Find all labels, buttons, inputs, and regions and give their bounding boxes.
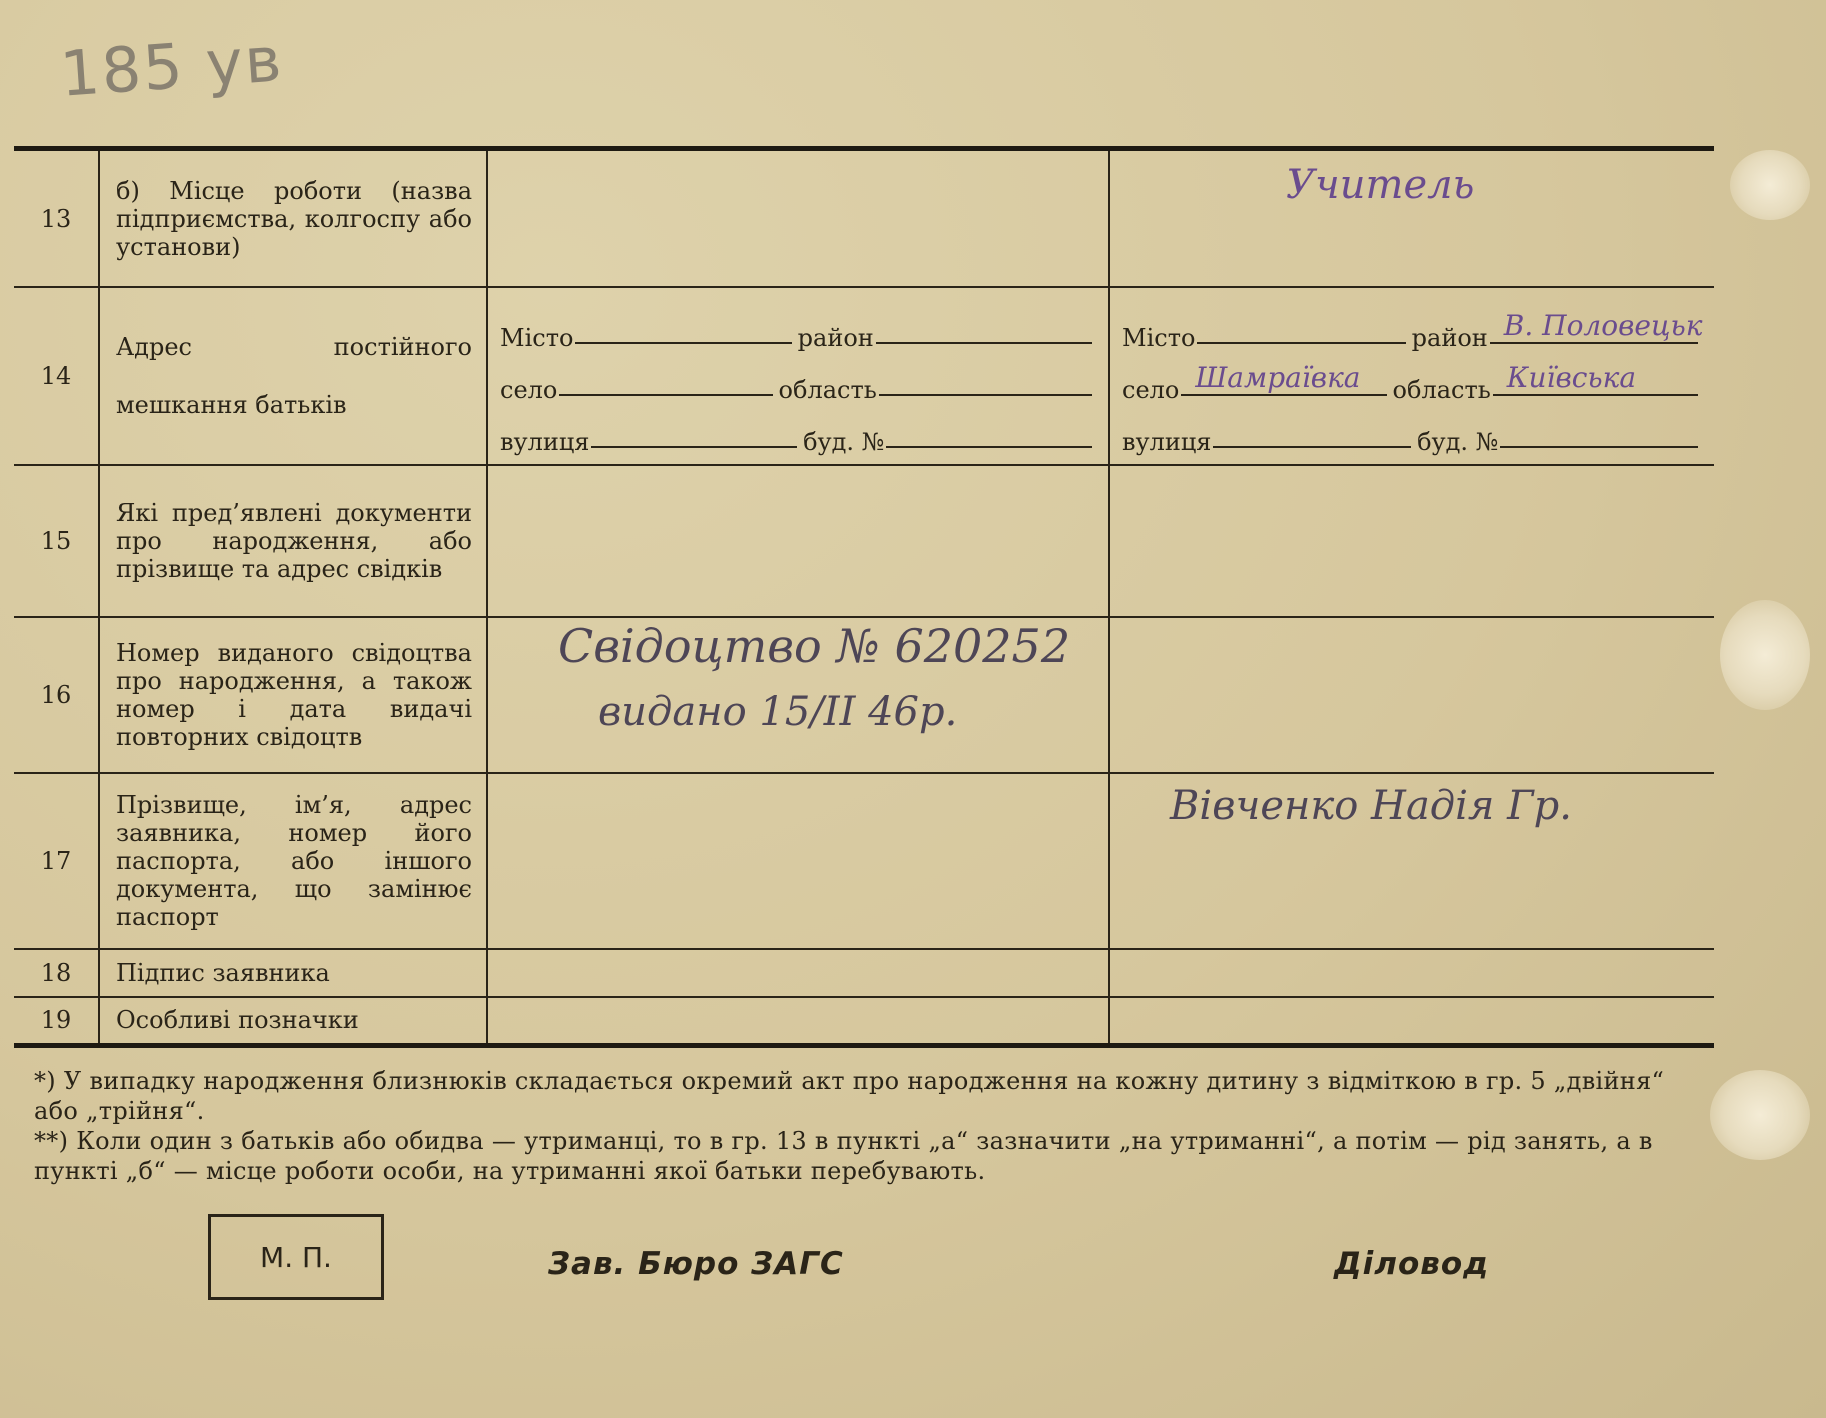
row-value-left [487, 949, 1109, 997]
row-label: Прізвище, ім’я, адрес заявника, номер його паспорта, або іншого документа, що замінює паспорт [99, 773, 487, 949]
address-street-label: вулиця [500, 428, 590, 456]
row-value-right [1109, 997, 1714, 1045]
row-value-right [1109, 151, 1714, 287]
row-16 [14, 617, 1714, 773]
row-number: 19 [14, 997, 99, 1045]
row-19 [14, 997, 1714, 1045]
address-village-label: село [500, 376, 558, 404]
row-value-left [487, 151, 1109, 287]
row-label: Номер виданого свідоцтва про народження, а також номер і дата видачі повторних свідоцтв [99, 617, 487, 773]
address-street-field [591, 416, 797, 448]
handwritten-applicant-name: Вівченко Надія Гр. [1170, 783, 1572, 829]
row-label: Підпис заявника [99, 949, 487, 997]
paper-damage [1710, 1070, 1810, 1160]
footnote-1: *) У випадку народження близнюків складається окремий акт про народження на кожну дитину з відміткою в гр. 5 „двійня“ або „трійня“. [34, 1067, 1665, 1125]
row-value-right [1109, 949, 1714, 997]
address-house-field [886, 416, 1092, 448]
handwritten-region: Київська [1506, 361, 1637, 394]
address-city-field [575, 312, 791, 344]
row-number: 13 [14, 151, 99, 287]
paper-damage [1730, 150, 1810, 220]
address-city-label: Місто [1122, 324, 1196, 352]
row-number: 17 [14, 773, 99, 949]
row-13 [14, 151, 1714, 287]
address-street-label: вулиця [1122, 428, 1212, 456]
address-region-field [1493, 361, 1698, 396]
certificate-number-cell [487, 617, 1109, 773]
address-region-label: область [1392, 376, 1491, 404]
row-value-right [1109, 617, 1714, 773]
address-village-label: село [1122, 376, 1180, 404]
applicant-cell [1109, 773, 1714, 949]
row-number: 14 [14, 287, 99, 465]
handwritten-certificate-number: Свідоцтво № 620252 [558, 619, 1071, 673]
paper-damage [1720, 600, 1810, 710]
row-value-left [487, 773, 1109, 949]
row-label: б) Місце роботи (назва підприємства, колгоспу або установи) [99, 151, 487, 287]
address-house-label: буд. № [803, 428, 885, 456]
address-district-field [1490, 309, 1703, 344]
address-city-label: Місто [500, 324, 574, 352]
address-district-label: район [797, 324, 874, 352]
row-value-right [1109, 465, 1714, 617]
row-value-left [487, 465, 1109, 617]
row-value-left [487, 997, 1109, 1045]
address-right [1109, 287, 1714, 465]
footnotes [34, 1066, 1714, 1186]
address-house-label: буд. № [1417, 428, 1499, 456]
row-label: Особливі позначки [99, 997, 487, 1045]
address-street-field [1213, 416, 1411, 448]
stamp-placeholder: М. П. [208, 1214, 384, 1300]
row-14 [14, 287, 1714, 465]
row-18 [14, 949, 1714, 997]
row-17 [14, 773, 1714, 949]
row-number: 16 [14, 617, 99, 773]
address-left [487, 287, 1109, 465]
registration-form-table [14, 146, 1714, 1048]
handwritten-village: Шамраївка [1195, 361, 1361, 394]
address-region-field [879, 364, 1092, 396]
address-village-field [1181, 361, 1386, 396]
address-village-field [559, 364, 772, 396]
address-house-field [1500, 416, 1698, 448]
row-number: 15 [14, 465, 99, 617]
handwritten-issue-date: видано 15/II 46р. [598, 689, 958, 735]
row-15 [14, 465, 1714, 617]
handwritten-district: В. Половецьк [1503, 309, 1703, 342]
address-district-field [876, 312, 1092, 344]
footnote-2: **) Коли один з батьків або обидва — утриманці, то в гр. 13 в пункті „а“ зазначити „на утриманні“, а потім — рід занять, а в пункті „б“ — місце роботи особи, на утриманні якої батьки перебувають. [34, 1127, 1653, 1185]
clerk-signature-label: Діловод [1334, 1246, 1490, 1282]
head-signature-label: Зав. Бюро ЗАГС [548, 1246, 844, 1282]
page-number: 185 ув [57, 22, 286, 111]
address-district-label: район [1411, 324, 1488, 352]
row-label: Адрес постійного мешкання батьків [99, 287, 487, 465]
row-label: Які пред’явлені документи про народження, або прізвище та адрес свідків [99, 465, 487, 617]
row-number: 18 [14, 949, 99, 997]
address-region-label: область [778, 376, 877, 404]
address-city-field [1197, 312, 1405, 344]
handwritten-occupation: Учитель [1286, 162, 1475, 208]
